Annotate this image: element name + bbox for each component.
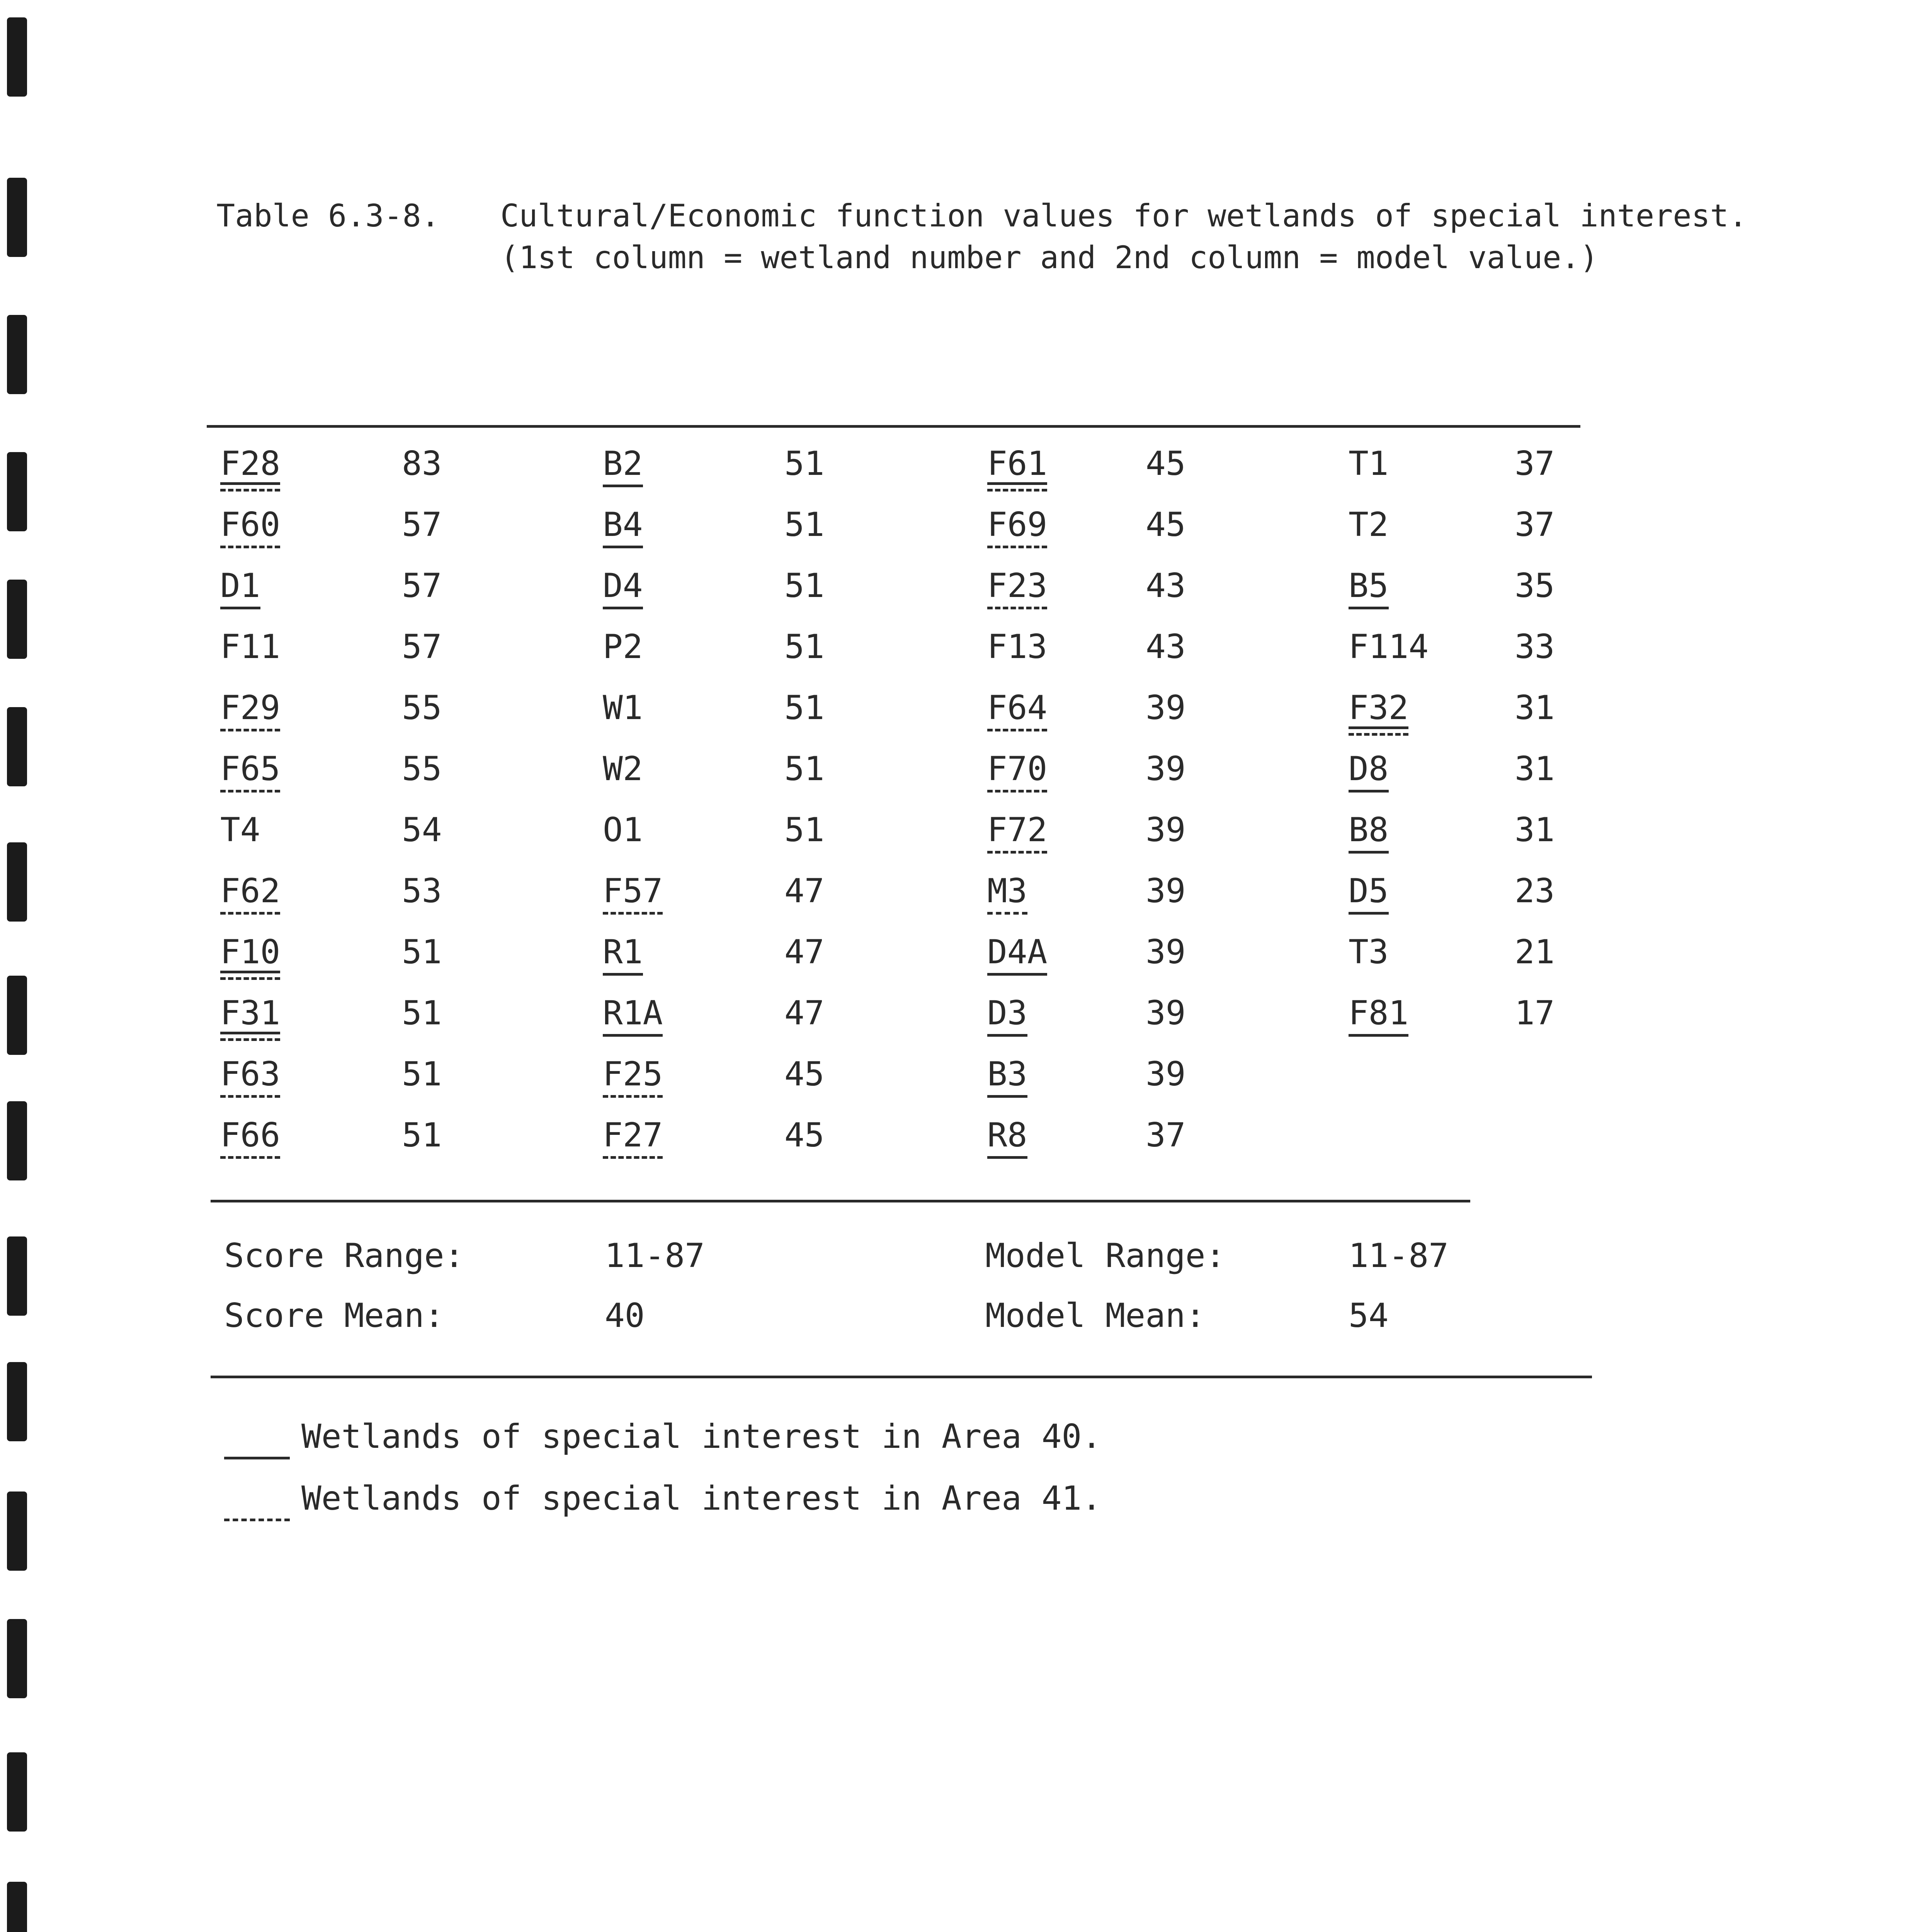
wetland-id-text: B4	[603, 505, 643, 548]
model-value: 17	[1515, 994, 1555, 1032]
wetland-id-text: F70	[987, 750, 1047, 793]
wetland-id-text: F81	[1349, 994, 1408, 1037]
wetland-id-text: F66	[220, 1116, 280, 1159]
wetland-id-text: B2	[603, 444, 643, 487]
wetland-id	[987, 444, 1047, 492]
legend-dashed-underline	[224, 1519, 290, 1521]
table-bottom-rule	[211, 1376, 1592, 1378]
model-value: 37	[1515, 444, 1555, 483]
model-value: 55	[402, 750, 442, 788]
wetland-id-text: D5	[1349, 872, 1389, 915]
model-value: 21	[1515, 933, 1555, 971]
binder-hole	[7, 1619, 27, 1698]
wetland-id-text: F23	[987, 566, 1047, 609]
score-mean-label: Score Mean:	[224, 1296, 444, 1335]
model-value: 51	[784, 689, 825, 727]
wetland-id-text: F72	[987, 811, 1047, 854]
wetland-id-text: T4	[220, 811, 260, 849]
model-value: 39	[1146, 994, 1186, 1032]
model-value: 51	[784, 505, 825, 544]
binder-hole	[7, 178, 27, 257]
wetland-id-text: F65	[220, 750, 280, 793]
wetland-id-text: D4A	[987, 933, 1047, 976]
model-value: 53	[402, 872, 442, 910]
binder-hole	[7, 580, 27, 659]
model-value: 51	[784, 750, 825, 788]
binder-hole	[7, 707, 27, 786]
wetland-id-text: O1	[603, 811, 643, 849]
model-mean-label: Model Mean:	[985, 1296, 1206, 1335]
wetland-id-text: W1	[603, 689, 643, 727]
wetland-id-text: F29	[220, 689, 280, 731]
wetland-id-text: F69	[987, 505, 1047, 548]
binder-hole	[7, 315, 27, 394]
legend-area-40: Wetlands of special interest in Area 40.	[301, 1417, 1102, 1456]
wetland-id-text: F31	[220, 995, 280, 1034]
model-value: 51	[402, 933, 442, 971]
table-caption	[216, 195, 1747, 320]
model-value: 57	[402, 566, 442, 605]
binder-hole	[7, 1492, 27, 1571]
model-value: 37	[1146, 1116, 1186, 1155]
binder-hole	[7, 1882, 27, 1932]
wetland-id	[220, 994, 280, 1041]
table-data-bottom-rule	[211, 1200, 1470, 1202]
wetland-id-text: P2	[603, 628, 643, 666]
wetland-id-text: D8	[1349, 750, 1389, 793]
model-value: 51	[784, 628, 825, 666]
wetland-id-text: F32	[1349, 690, 1408, 729]
model-value: 47	[784, 872, 825, 910]
binder-hole	[7, 452, 27, 531]
wetland-id-text: F27	[603, 1116, 663, 1159]
wetland-id	[1349, 689, 1408, 736]
score-range-label: Score Range:	[224, 1236, 464, 1275]
wetland-id-text: R1	[603, 933, 643, 976]
model-range-label: Model Range:	[985, 1236, 1226, 1275]
model-value: 83	[402, 444, 442, 483]
model-value: 55	[402, 689, 442, 727]
model-value: 31	[1515, 750, 1555, 788]
wetland-id-text: R8	[987, 1116, 1027, 1159]
wetland-id-text: D1	[220, 566, 260, 609]
wetland-id-text: F60	[220, 505, 280, 548]
model-value: 47	[784, 994, 825, 1032]
score-mean-value: 40	[605, 1296, 645, 1335]
wetland-id-text: F61	[987, 446, 1047, 485]
legend-area-41: Wetlands of special interest in Area 41.	[301, 1479, 1102, 1518]
model-value: 47	[784, 933, 825, 971]
wetland-id-text: B3	[987, 1055, 1027, 1098]
score-range-value: 11-87	[605, 1236, 705, 1275]
model-value: 43	[1146, 628, 1186, 666]
table-number: Table 6.3-8.	[216, 198, 440, 234]
wetland-id	[220, 444, 280, 492]
binder-hole	[7, 1752, 27, 1832]
wetland-id-text: F11	[220, 628, 281, 666]
wetland-id-text: T1	[1349, 444, 1389, 483]
wetland-id-text: F63	[220, 1055, 280, 1098]
model-value: 43	[1146, 566, 1186, 605]
model-value: 39	[1146, 933, 1186, 971]
model-value: 45	[1146, 505, 1186, 544]
wetland-id-text: F64	[987, 689, 1047, 731]
wetland-id-text: B8	[1349, 811, 1389, 854]
binder-hole	[7, 842, 27, 922]
wetland-id-text: B5	[1349, 566, 1389, 609]
table-title: Cultural/Economic function values for wetlands of special interest. (1st column = wetland number and 2nd column = model value.)	[500, 198, 1747, 276]
model-value: 51	[784, 811, 825, 849]
model-value: 51	[784, 444, 825, 483]
wetland-id-text: R1A	[603, 994, 663, 1037]
wetland-id-text: F114	[1349, 628, 1429, 666]
model-value: 37	[1515, 505, 1555, 544]
binder-hole	[7, 1236, 27, 1316]
wetland-id-text: F62	[220, 872, 280, 915]
wetland-id-text: F10	[220, 934, 280, 973]
wetland-id-text: F25	[603, 1055, 663, 1098]
model-value: 39	[1146, 750, 1186, 788]
table-top-rule	[207, 425, 1580, 428]
model-range-value: 11-87	[1349, 1236, 1449, 1275]
model-value: 45	[784, 1116, 825, 1155]
wetland-id-text: T2	[1349, 505, 1389, 544]
model-value: 54	[402, 811, 442, 849]
binder-hole	[7, 1101, 27, 1180]
model-value: 31	[1515, 689, 1555, 727]
model-value: 45	[784, 1055, 825, 1094]
model-value: 35	[1515, 566, 1555, 605]
model-value: 39	[1146, 689, 1186, 727]
binder-hole	[7, 17, 27, 97]
wetland-id-text: D3	[987, 994, 1027, 1037]
model-value: 39	[1146, 811, 1186, 849]
wetland-id-text: F57	[603, 872, 663, 915]
model-value: 31	[1515, 811, 1555, 849]
model-value: 57	[402, 505, 442, 544]
wetland-id	[220, 933, 280, 980]
model-value: 51	[402, 1116, 442, 1155]
model-value: 45	[1146, 444, 1186, 483]
model-value: 51	[402, 1055, 442, 1094]
wetland-id-text: D4	[603, 566, 643, 609]
wetland-id-text: W2	[603, 750, 643, 788]
model-value: 39	[1146, 1055, 1186, 1094]
model-value: 33	[1515, 628, 1555, 666]
model-value: 23	[1515, 872, 1555, 910]
binder-hole	[7, 976, 27, 1055]
model-value: 51	[402, 994, 442, 1032]
wetland-id-text: F28	[220, 446, 280, 485]
wetland-id-text: T3	[1349, 933, 1389, 971]
model-value: 57	[402, 628, 442, 666]
model-value: 51	[784, 566, 825, 605]
wetland-id-text: F13	[987, 628, 1048, 666]
binder-hole	[7, 1362, 27, 1441]
model-mean-value: 54	[1349, 1296, 1389, 1335]
wetland-id-text: M3	[987, 872, 1027, 915]
legend-solid-underline	[224, 1457, 290, 1459]
model-value: 39	[1146, 872, 1186, 910]
